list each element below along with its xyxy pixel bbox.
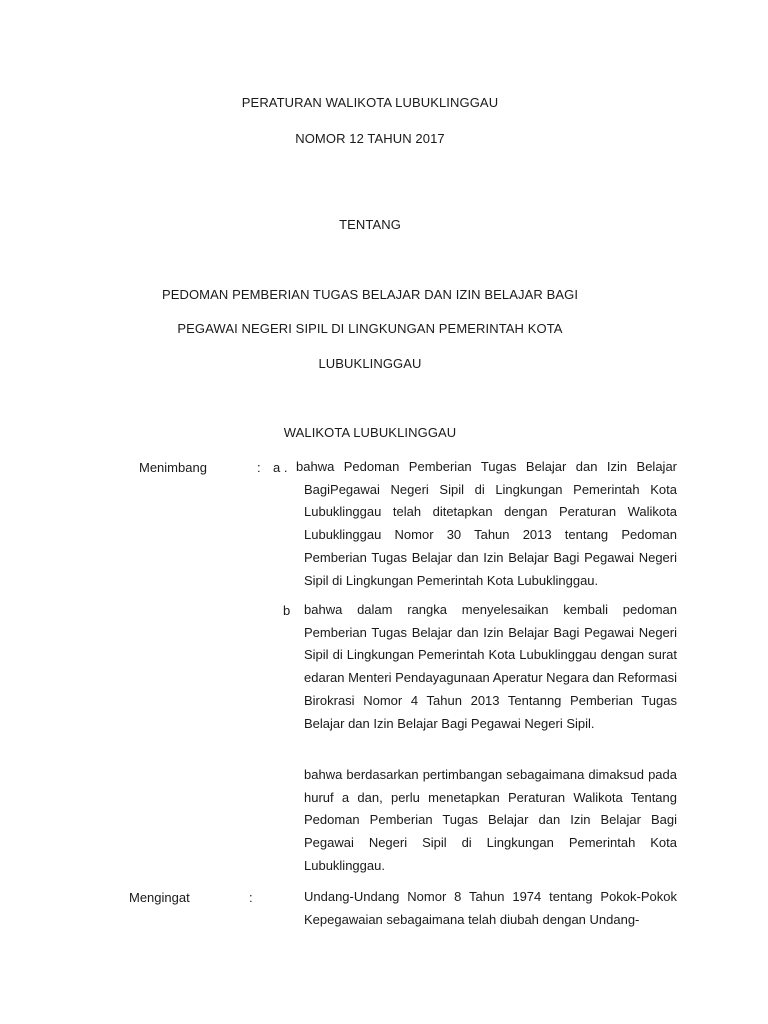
item-c-text: bahwa berdasarkan pertimbangan sebagaimana dimaksud pada huruf a dan, perlu menetapkan Peraturan Walikota Tentang Pedoman Pemberian Tugas Belajar dan Izin Belajar Bagi Pegawai Negeri Sipil di Lingkungan Pemerintah Kota Lubuklinggau. (304, 767, 677, 873)
mengingat-text: Undang-Undang Nomor 8 Tahun 1974 tentang Pokok-Pokok Kepegawaian sebagaimana telah diubah dengan Undang- (304, 889, 677, 927)
document-number: NOMOR 12 TAHUN 2017 (295, 131, 445, 146)
subject-line-1: PEDOMAN PEMBERIAN TUGAS BELAJAR DAN IZIN BELAJAR BAGI (161, 287, 579, 302)
menimbang-colon: : (257, 460, 261, 475)
item-b-marker: b (283, 603, 291, 618)
issuer-heading: WALIKOTA LUBUKLINGGAU (283, 425, 457, 440)
document-about: TENTANG (339, 217, 401, 232)
mengingat-colon: : (249, 890, 253, 905)
subject-line-3: LUBUKLINGGAU (318, 356, 422, 371)
item-a-marker: a . (273, 460, 288, 475)
item-a-text: bahwa Pedoman Pemberian Tugas Belajar dan Izin Belajar BagiPegawai Negeri Sipil di Lingkungan Pemerintah Kota Lubuklinggau telah ditetapkan dengan Peraturan Walikota Lubuklinggau Nomor 30 Tahun 2013 tentang Pedoman Pemberian Tugas Belajar dan Izin Belajar Bagi Pegawai Negeri Sipil di Lingkungan Pemerintah Kota Lubuklinggau. (296, 459, 677, 588)
item-b-text: bahwa dalam rangka menyelesaikan kembali pedoman Pemberian Tugas Belajar dan Izin Belajar Bagi Pegawai Negeri Sipil di Lingkungan Pemerintah Kota Lubuklinggau dengan surat edaran Menteri Pendayagunaan Aperatur Negara dan Reformasi Birokrasi Nomor 4 Tahun 2013 Tentanng Pemberian Tugas Belajar dan Izin Belajar Bagi Pegawai Negeri Sipil. (304, 602, 677, 731)
document-title: PERATURAN WALIKOTA LUBUKLINGGAU (241, 95, 499, 110)
menimbang-label: Menimbang (139, 460, 207, 475)
subject-line-2: PEGAWAI NEGERI SIPIL DI LINGKUNGAN PEMERINTAH KOTA (177, 321, 563, 336)
mengingat-label: Mengingat (129, 890, 190, 905)
